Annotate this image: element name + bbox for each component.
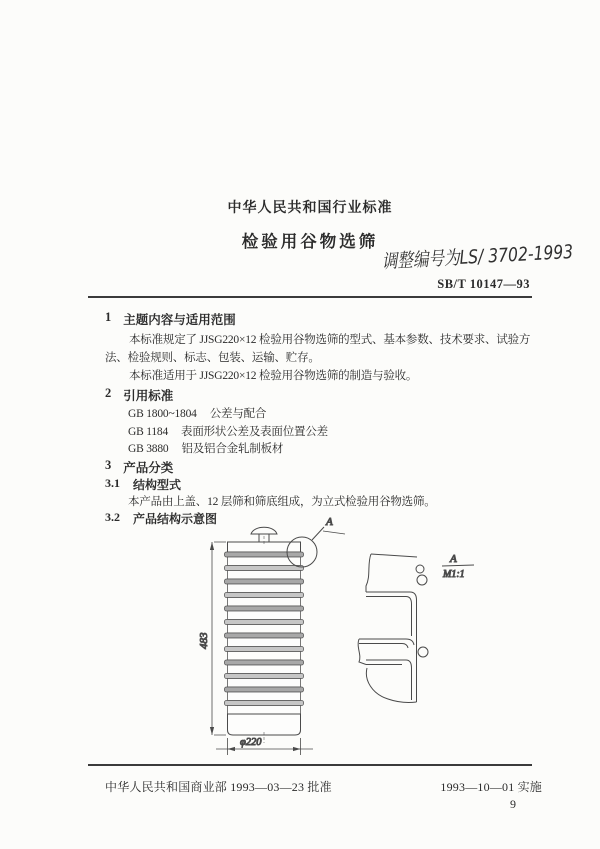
detail-view (358, 554, 428, 702)
section-3-2-number: 3.2 (105, 510, 120, 524)
section-3-1-heading (105, 476, 181, 493)
section-2-heading (105, 386, 173, 404)
reference-code: GB 3880 (128, 443, 169, 455)
detail-view-label: A (450, 553, 457, 565)
section-3-1-number: 3.1 (105, 476, 120, 490)
reference-name: 表面形状公差及表面位置公差 (181, 426, 328, 438)
reference-row (128, 423, 328, 441)
section-1-title: 主题内容与适用范围 (123, 313, 236, 327)
section-3-heading (105, 458, 173, 476)
standard-category-title: 中华人民共和国行业标准 (227, 201, 393, 216)
lid-knob (251, 527, 277, 542)
section-1-number: 1 (105, 310, 112, 324)
reference-name: 公差与配合 (209, 408, 267, 420)
section-3-2-title: 产品结构示意图 (133, 512, 218, 526)
footer-approval: 中华人民共和国商业部 1993—03—23 批准 (105, 780, 332, 794)
reference-name: 铝及铝合金轧制板材 (181, 443, 284, 455)
footer-rule (88, 764, 532, 766)
section-3-1-text: 本产品由上盖、12 层筛和筛底组成，为立式检验用谷物选筛。 (128, 496, 436, 508)
sieve-structure-diagram (150, 512, 490, 772)
section-3-number: 3 (105, 458, 112, 472)
detail-label-divider (442, 565, 474, 566)
reference-code: GB 1184 (128, 426, 169, 438)
reference-row (128, 440, 283, 458)
height-dimension-label: 483 (198, 632, 210, 649)
section-2-title: 引用标准 (123, 389, 174, 403)
section-3-1-title: 结构型式 (133, 478, 182, 492)
reference-row (128, 405, 266, 423)
section-1-paragraph-2: 本标准适用于 JJSG220×12 检验用谷物选筛的制造与验收。 (129, 370, 418, 382)
detail-callout-label: A (326, 516, 333, 528)
section-1-heading (105, 310, 236, 328)
diameter-dimension-label: φ220 (240, 737, 262, 748)
height-dimension (210, 542, 226, 735)
standard-code: SB/T 10147—93 (437, 277, 530, 291)
sieve-stack (225, 552, 304, 714)
handwritten-renumber-note: 调整编号为LS/ 3702-1993 (381, 240, 574, 273)
header-rule (88, 296, 532, 298)
page-title: 检验用谷物选筛 (241, 232, 379, 251)
sieve-bottom-pan (228, 714, 301, 735)
section-2-number: 2 (105, 386, 112, 400)
detail-view-scale: M1:1 (443, 569, 465, 580)
section-3-title: 产品分类 (123, 461, 174, 475)
diameter-dimension (216, 738, 313, 755)
reference-code: GB 1800~1804 (128, 408, 197, 420)
footer-implementation: 1993—10—01 实施 (440, 780, 542, 794)
section-1-paragraph-1: 本标准规定了 JJSG220×12 检验用谷物选筛的型式、基本参数、技术要求、试验方法、检验规则、标志、包装、运输、贮存。 (105, 334, 531, 364)
page-number: 9 (510, 797, 516, 811)
